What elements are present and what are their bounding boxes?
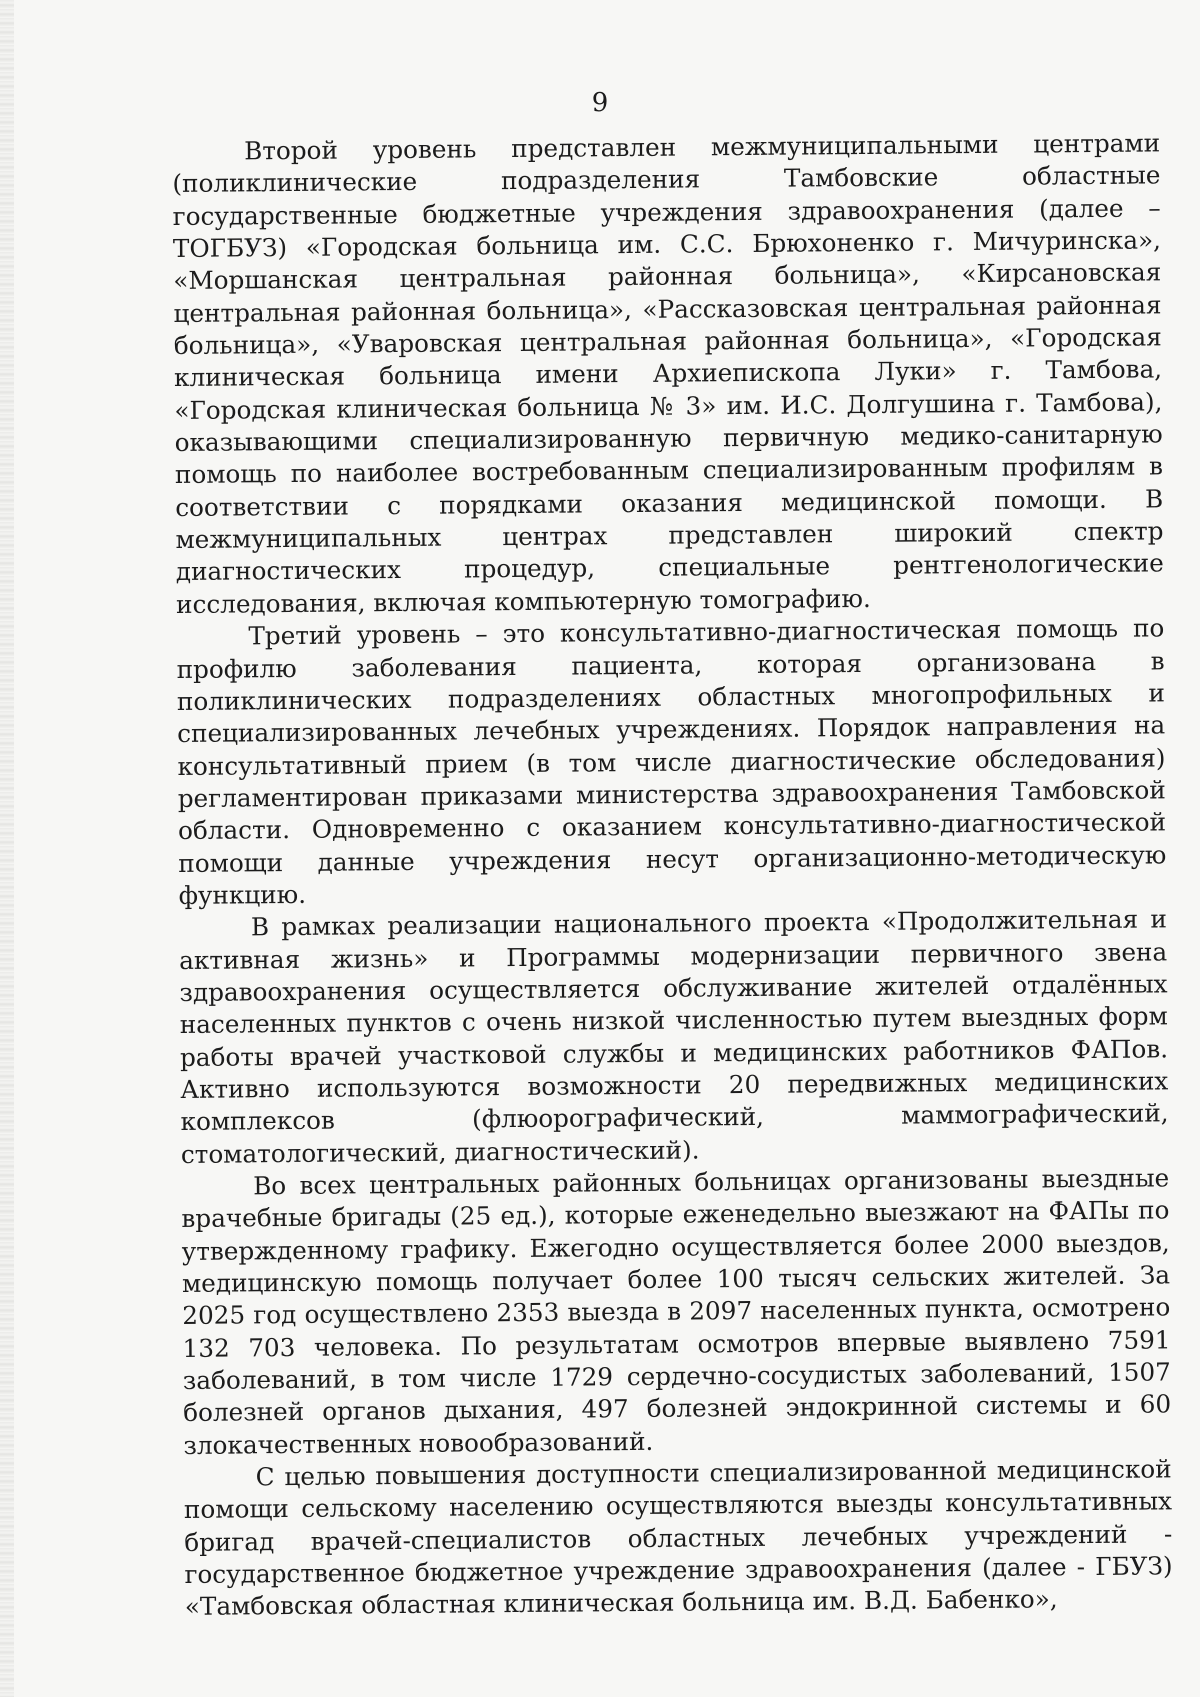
paragraph-consultative-brigades: С целью повышения доступности специализированной медицинской помощи сельскому населению осуществляются выезды консультативных бригад врачей-специалистов областных лечебных учреждений - государственное бюджетное учреждение здравоохранения (далее - ГБУЗ) «Тамбовская областная клиническая больница им. В.Д. Бабенко»,: [183, 1454, 1173, 1622]
paragraph-national-project: В рамках реализации национального проекта «Продолжительная и активная жизнь» и Программы модернизации первичного звена здравоохранения осуществляется обслуживание жителей отдалённых населенных пунктов с очень низкой численностью путем выездных форм работы врачей участковой службы и медицинских работников ФАПов. Активно используются возможности 20 передвижных медицинских комплексов (флюорографический, маммографический, стоматологический, диагностический).: [179, 904, 1169, 1169]
paragraph-second-level: Второй уровень представлен межмуниципальными центрами (поликлинические подразделения Тамбовские областные государственные бюджетные учреждения здравоохранения (далее – ТОГБУЗ) «Городская больница им. С.С. Брюхоненко г. Мичуринска», «Моршанская центральная районная больница», «Кирсановская центральная районная больница», «Рассказовская центральная районная больница», «Уваровская центральная районная больница», «Городская клиническая больница имени Архиепископа Луки» г. Тамбова, «Городская клиническая больница № 3» им. И.С. Долгушина г. Тамбова), оказывающими специализированную первичную медико-санитарную помощь по наиболее востребованным специализированным профилям в соответствии с порядками оказания медицинской помощи. В межмуниципальных центрах представлен широкий спектр диагностических процедур, специальные рентгенологические исследования, включая компьютерную томографию.: [172, 128, 1164, 619]
page-number: 9: [591, 88, 609, 118]
paragraph-third-level: Третий уровень – это консультативно-диагностическая помощь по профилю заболевания пациента, которая организована в поликлинических подразделениях областных многопрофильных и специализированных лечебных учреждениях. Порядок направления на консультативный прием (в том числе диагностические обследования) регламентирован приказами министерства здравоохранения Тамбовской области. Одновременно с оказанием консультативно-диагностической помощи данные учреждения несут организационно-методическую функцию.: [176, 613, 1167, 910]
paragraph-mobile-teams: Во всех центральных районных больницах организованы выездные врачебные бригады (25 ед.), которые еженедельно выезжают на ФАПы по утвержденному графику. Ежегодно осуществляется более 2000 выездов, медицинскую помощь получает более 100 тысяч сельских жителей. За 2025 год осуществлено 2353 выезда в 2097 населенных пункта, осмотрено 132 703 человека. По результатам осмотров впервые выявлено 7591 заболеваний, в том числе 1729 сердечно-сосудистых заболеваний, 1507 болезней органов дыхания, 497 болезней эндокринной системы и 60 злокачественных новообразований.: [181, 1163, 1172, 1460]
body-text: [172, 127, 1173, 1623]
